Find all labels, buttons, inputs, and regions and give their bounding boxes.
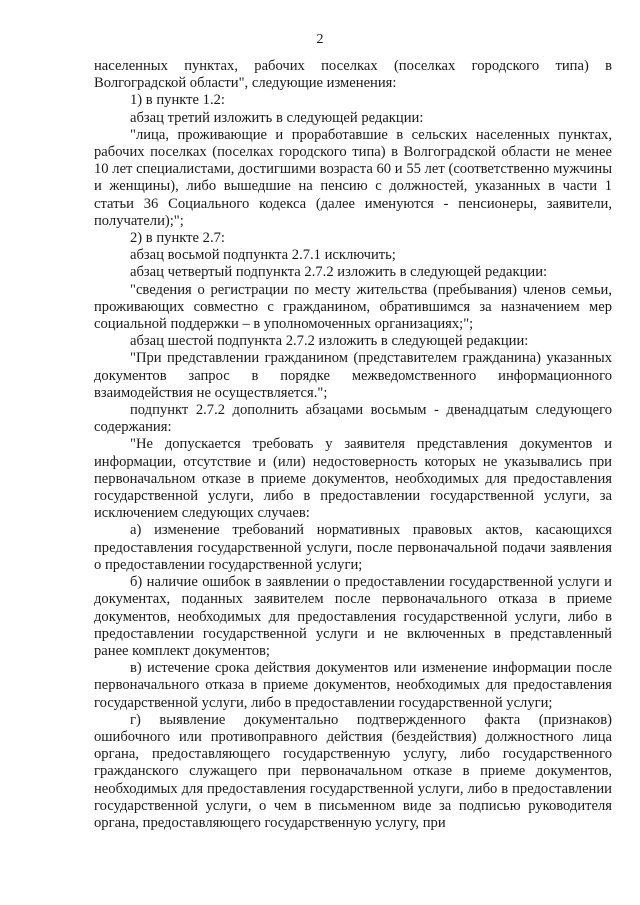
paragraph-instruction: подпункт 2.7.2 дополнить абзацами восьмым - двенадцатым следующего содержания: — [94, 402, 612, 436]
paragraph-case-g: г) выявление документально подтвержденного факта (признаков) ошибочного или противоправного действия (бездействия) должностного лица органа, предоставляющего государственную услугу, либо государственного гражданского служащего при первоначальном отказе в приеме документов, необходимых для предоставления государственной услуги, либо в предоставлении государственной услуги, о чем в письменном виде за подписью руководителя органа, предоставляющего государственную услугу, при — [94, 711, 612, 831]
paragraph-quoted-text: "сведения о регистрации по месту жительства (пребывания) членов семьи, проживающих совместно с гражданином, обратившимся за назначением мер социальной поддержки – в уполномоченных организациях;"; — [94, 281, 612, 333]
paragraph-item-2: 2) в пункте 2.7: — [130, 230, 225, 247]
document-body — [94, 58, 612, 832]
paragraph-case-b: б) наличие ошибок в заявлении о предоставлении государственной услуги и документах, поданных заявителем после первоначального отказа в приеме документов, необходимых для предоставления государственной услуги, либо в предоставлении государственной услуги и не включенных в представленный ранее комплект документов; — [94, 574, 612, 659]
paragraph-instruction: абзац третий изложить в следующей редакции: — [130, 109, 424, 126]
paragraph-instruction: абзац шестой подпункта 2.7.2 изложить в следующей редакции: — [130, 333, 529, 350]
paragraph-quoted-text: "Не допускается требовать у заявителя представления документов и информации, отсутствие и (или) недостоверность которых не указывались при первоначальном отказе в приеме документов, необходимых для предоставления государственной услуги, либо в предоставлении государственной услуги, за исключением следующих случаев: — [94, 436, 612, 522]
paragraph-quoted-text: "лица, проживающие и проработавшие в сельских населенных пунктах, рабочих поселках (поселках городского типа) в Волгоградской области не менее 10 лет специалистами, достигшими возраста 60 и 55 лет (соответственно мужчины и женщины), либо вышедшие на пенсию с должностей, указанных в части 1 статьи 36 Социального кодекса (далее именуются - пенсионеры, заявители, получатели);"; — [94, 126, 612, 229]
paragraph-case-v: в) истечение срока действия документов или изменение информации после первоначального отказа в приеме документов, необходимых для предоставления государственной услуги, либо в предоставлении государственной услуги; — [94, 660, 612, 711]
paragraph-continuation: населенных пунктах, рабочих поселках (поселках городского типа) в Волгоградской области", следующие изменения: — [94, 58, 612, 92]
paragraph-case-a: а) изменение требований нормативных правовых актов, касающихся предоставления государственной услуги, после первоначальной подачи заявления о предоставлении государственной услуги; — [94, 522, 612, 573]
paragraph-quoted-text: "При представлении гражданином (представителем гражданина) указанных документов запрос в порядке межведомственного информационного взаимодействия не осуществляется."; — [94, 350, 612, 401]
paragraph-item-1: 1) в пункте 1.2: — [130, 92, 225, 109]
page-number: 2 — [316, 32, 324, 47]
paragraph-instruction: абзац четвертый подпункта 2.7.2 изложить в следующей редакции: — [130, 264, 548, 281]
paragraph-instruction: абзац восьмой подпункта 2.7.1 исключить; — [130, 247, 396, 264]
